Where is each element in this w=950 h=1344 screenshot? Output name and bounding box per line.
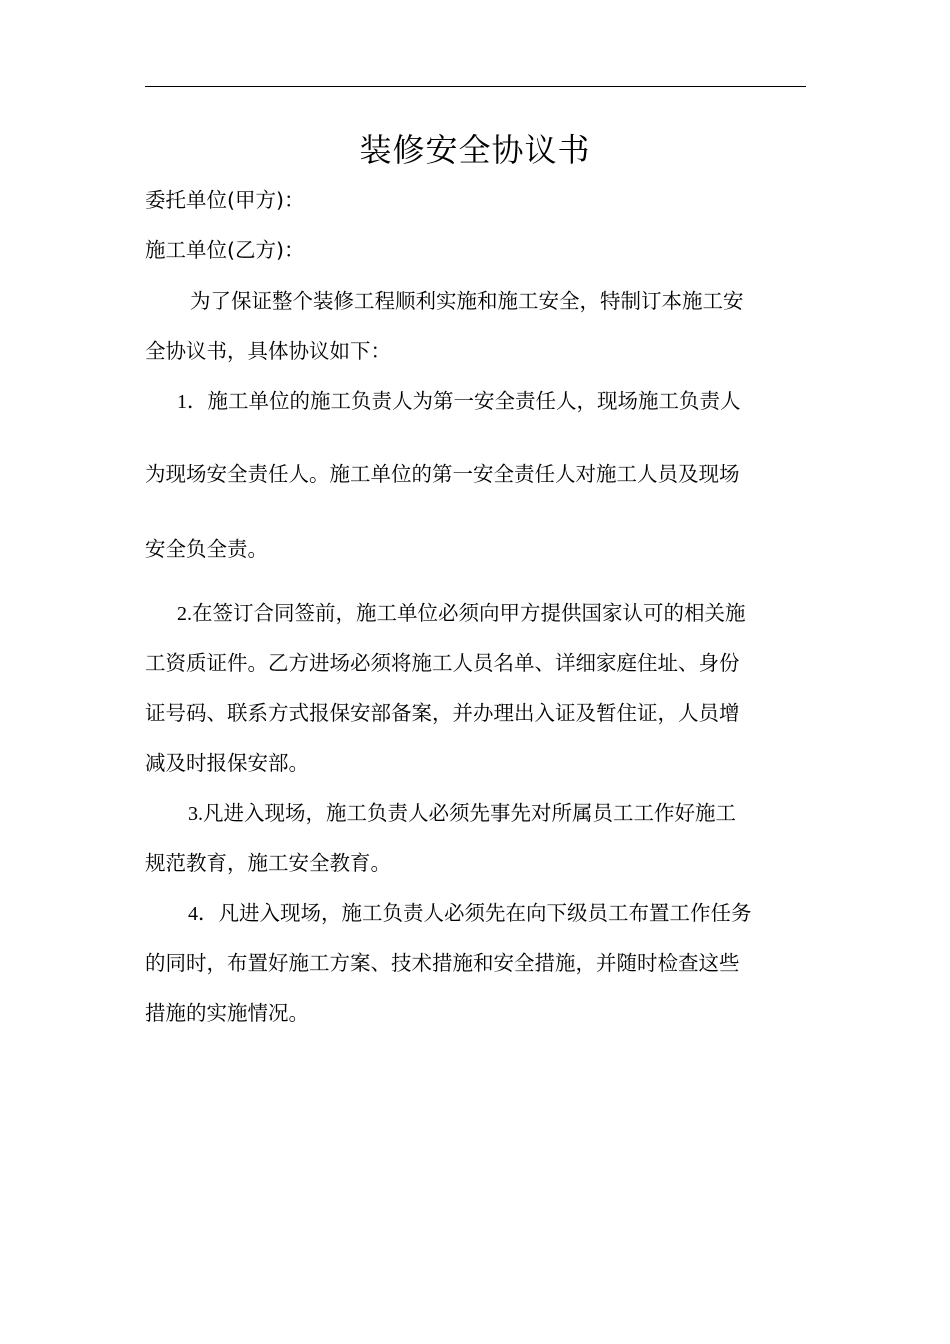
clause-4-text-1: ．凡进入现场，施工负责人必须先在向下级员工布置工作任务 [198, 901, 752, 925]
party-b-label: 施工单位(乙方)： [145, 238, 305, 262]
clause-4-line-2: 的同时，布置好施工方案、技术措施和安全措施，并随时检查这些 [145, 951, 740, 975]
document-title: 装修安全协议书 [359, 131, 591, 169]
clause-4-line-1 [145, 899, 810, 928]
clause-3-number: 3. [188, 803, 203, 825]
clause-1-text-1: ．施工单位的施工负责人为第一安全责任人，现场施工负责人 [187, 389, 741, 413]
intro-line-2: 全协议书，具体协议如下： [145, 339, 391, 363]
clause-2-text-1: 在签订合同签前，施工单位必须向甲方提供国家认可的相关施 [192, 601, 746, 625]
clause-1-line-3: 安全负全责。 [145, 537, 268, 561]
clause-1-line-2: 为现场安全责任人。施工单位的第一安全责任人对施工人员及现场 [145, 462, 740, 486]
clause-3-text-1: 凡进入现场，施工负责人必须先事先对所属员工工作好施工 [203, 801, 736, 825]
intro-line-1: 为了保证整个装修工程顺利实施和施工安全，特制订本施工安 [190, 289, 744, 313]
clause-2-number: 2. [177, 603, 192, 625]
clause-2-line-3: 证号码、联系方式报保安部备案，并办理出入证及暂住证，人员增 [145, 701, 740, 725]
clause-4-line-3: 措施的实施情况。 [145, 1001, 309, 1025]
clause-2-line-4: 减及时报保安部。 [145, 751, 309, 775]
clause-2-line-2: 工资质证件。乙方进场必须将施工人员名单、详细家庭住址、身份 [145, 651, 740, 675]
clause-1-number: 1 [177, 391, 187, 413]
clause-3-line-2: 规范教育，施工安全教育。 [145, 851, 391, 875]
clause-3-line-1 [145, 799, 810, 828]
clause-2-line-1 [145, 599, 810, 628]
clause-1-line-1 [145, 387, 810, 416]
party-a-label: 委托单位(甲方)： [145, 188, 305, 212]
clause-4-number: 4 [188, 903, 198, 925]
header-rule [145, 86, 806, 87]
